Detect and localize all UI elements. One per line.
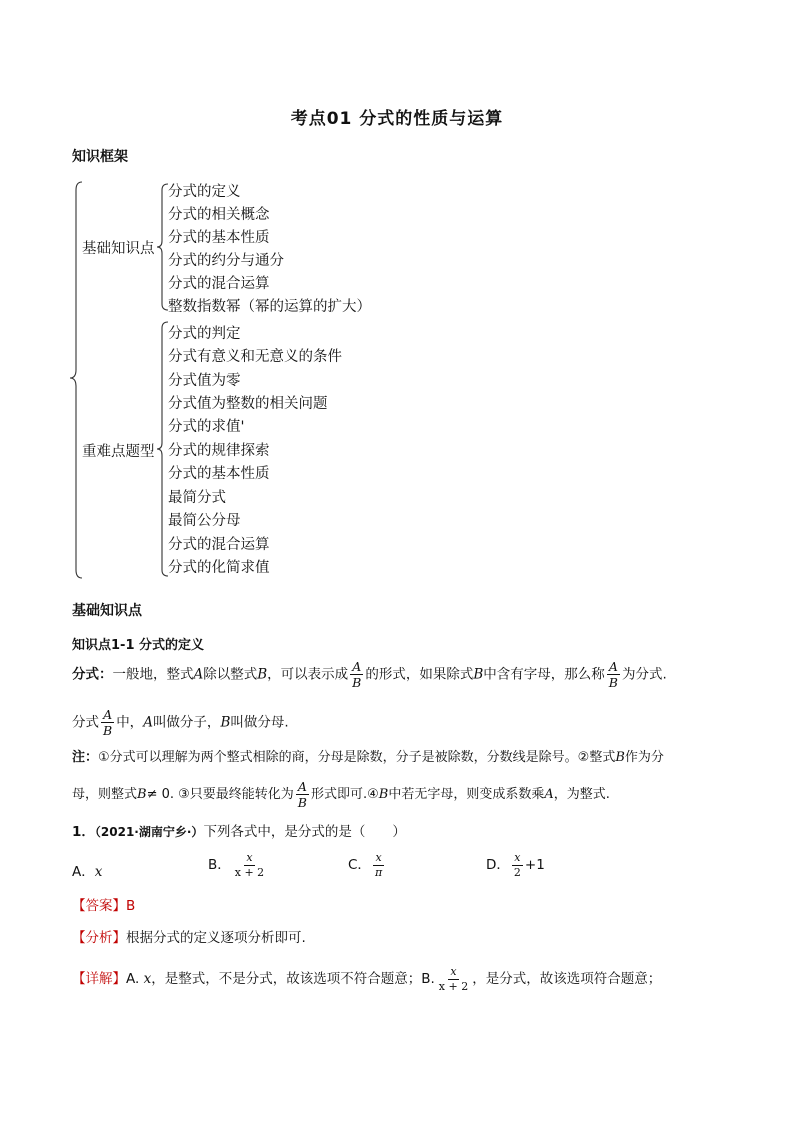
option-label: D． bbox=[486, 857, 510, 874]
fraction-a-over-b bbox=[296, 780, 309, 809]
var-x: x bbox=[143, 971, 152, 988]
group1-item: 分式的相关概念 bbox=[168, 207, 270, 223]
group2-item: 分式值为整数的相关问题 bbox=[168, 396, 328, 412]
text: ①分式可以理解为两个整式相除的商，分母是除数，分子是被除数，分数线是除号。②整式 bbox=[98, 750, 616, 765]
numerator: x bbox=[450, 965, 457, 978]
option-fraction bbox=[233, 852, 266, 878]
numerator: x bbox=[375, 851, 382, 864]
option-label: B． bbox=[208, 857, 231, 874]
group1-brace bbox=[157, 184, 168, 310]
fraction-a-over-b bbox=[101, 708, 114, 737]
group2-label: 重难点题型 bbox=[82, 444, 155, 460]
text: ，为整式. bbox=[553, 787, 610, 803]
group2-item: 分式的规律探索 bbox=[168, 443, 270, 459]
var-a: A bbox=[544, 787, 554, 803]
var-b: B bbox=[615, 750, 625, 765]
group1-item: 整数指数幂（幂的运算的扩大） bbox=[168, 299, 371, 315]
text: 形式即可.④ bbox=[310, 787, 379, 803]
denominator: B bbox=[297, 795, 307, 811]
numerator: A bbox=[103, 707, 113, 722]
group2-item: 分式的化简求值 bbox=[168, 560, 270, 576]
option-c bbox=[348, 852, 386, 878]
text: 中若无字母，则变成系数乘 bbox=[388, 787, 545, 803]
denominator: B bbox=[103, 723, 113, 739]
group1-item: 分式的定义 bbox=[168, 184, 241, 200]
outer-brace bbox=[70, 182, 82, 578]
note-line-2 bbox=[72, 780, 610, 809]
option-b bbox=[208, 852, 268, 878]
text: 叫做分母. bbox=[230, 714, 289, 731]
definition-line-2 bbox=[72, 708, 289, 737]
group2-item: 最简公分母 bbox=[168, 513, 241, 529]
group2-item: 最简分式 bbox=[168, 490, 226, 506]
analysis-label: 【分析】 bbox=[72, 930, 126, 946]
option-fraction bbox=[373, 852, 384, 878]
denominator: x + 2 bbox=[438, 979, 469, 993]
text: 除以整式 bbox=[203, 666, 258, 683]
text: ，是分式，故该选项符合题意； bbox=[472, 971, 662, 988]
group2-item: 分式的求值' bbox=[168, 419, 245, 435]
detail-label: 【详解】 bbox=[72, 971, 126, 988]
group2-item: 分式的混合运算 bbox=[168, 537, 270, 553]
question-number: 1． bbox=[72, 824, 95, 840]
denominator: B bbox=[608, 675, 618, 691]
option-label: A． bbox=[72, 864, 95, 880]
analysis-text: 根据分式的定义逐项分析即可. bbox=[126, 930, 306, 946]
text: ≠ 0. ③只要最终能转化为 bbox=[146, 787, 294, 803]
text: 分式 bbox=[72, 714, 99, 731]
text: 作为分 bbox=[624, 750, 664, 765]
numerator: A bbox=[608, 659, 618, 674]
text: ，是整式，不是分式，故该选项不符合题意；B. bbox=[151, 971, 435, 988]
section-heading: 基础知识点 bbox=[72, 603, 142, 619]
page-title: 考点01 分式的性质与运算 bbox=[290, 109, 504, 129]
option-d bbox=[486, 852, 545, 878]
group1-item: 分式的约分与通分 bbox=[168, 253, 284, 269]
framework-heading: 知识框架 bbox=[72, 149, 128, 165]
question-stem bbox=[72, 822, 406, 842]
note-label: 注： bbox=[72, 750, 99, 765]
group1-item: 分式的基本性质 bbox=[168, 230, 270, 246]
text: 的形式，如果除式 bbox=[365, 666, 474, 683]
numerator: A bbox=[297, 779, 307, 794]
text: 为分式. bbox=[621, 666, 667, 683]
question-source: （2021·湖南宁乡·） bbox=[94, 825, 204, 839]
text: 叫做分子， bbox=[152, 714, 221, 731]
var-a: A bbox=[193, 666, 204, 683]
option-expr: x bbox=[94, 864, 103, 880]
definition-label: 分式： bbox=[72, 666, 113, 683]
group2-item: 分式值为零 bbox=[168, 373, 241, 389]
var-b: B bbox=[137, 787, 147, 803]
group2-item: 分式有意义和无意义的条件 bbox=[168, 349, 342, 365]
question-text: 下列各式中，是分式的是（ ） bbox=[203, 824, 406, 840]
denominator: 2 bbox=[513, 865, 521, 879]
fraction-a-over-b bbox=[350, 660, 363, 689]
text: 中， bbox=[116, 714, 144, 731]
text: ，可以表示成 bbox=[267, 666, 349, 683]
numerator: x bbox=[246, 851, 253, 864]
var-b: B bbox=[473, 666, 484, 683]
text: 中含有字母，那么称 bbox=[483, 666, 605, 683]
group2-item: 分式的基本性质 bbox=[168, 466, 270, 482]
var-b: B bbox=[378, 787, 389, 803]
definition-line-1 bbox=[72, 660, 667, 689]
option-tail: +1 bbox=[524, 857, 545, 874]
detail-fraction bbox=[437, 966, 470, 992]
subsection-heading: 知识点1-1 分式的定义 bbox=[72, 638, 205, 653]
analysis bbox=[72, 928, 306, 948]
group1-label: 基础知识点 bbox=[82, 241, 155, 257]
denominator: B bbox=[352, 675, 362, 691]
var-a: A bbox=[143, 714, 153, 731]
denominator: x + 2 bbox=[234, 865, 265, 879]
group2-item: 分式的判定 bbox=[168, 326, 241, 342]
numerator: x bbox=[514, 851, 521, 864]
option-fraction bbox=[512, 852, 523, 878]
answer-label: 【答案】 bbox=[72, 898, 126, 914]
text: A. bbox=[126, 971, 140, 988]
group1-item: 分式的混合运算 bbox=[168, 276, 270, 292]
option-a bbox=[72, 860, 102, 880]
text: 母，则整式 bbox=[72, 787, 138, 803]
answer bbox=[72, 896, 135, 916]
answer-value: B bbox=[126, 898, 136, 914]
text: 一般地，整式 bbox=[112, 666, 194, 683]
denominator: π bbox=[374, 865, 383, 879]
fraction-a-over-b bbox=[607, 660, 620, 689]
option-label: C． bbox=[348, 857, 371, 874]
numerator: A bbox=[352, 659, 362, 674]
note-line-1 bbox=[72, 748, 664, 768]
detail bbox=[72, 966, 661, 992]
var-b: B bbox=[257, 666, 268, 683]
group2-brace bbox=[157, 322, 168, 576]
var-b: B bbox=[220, 714, 231, 731]
